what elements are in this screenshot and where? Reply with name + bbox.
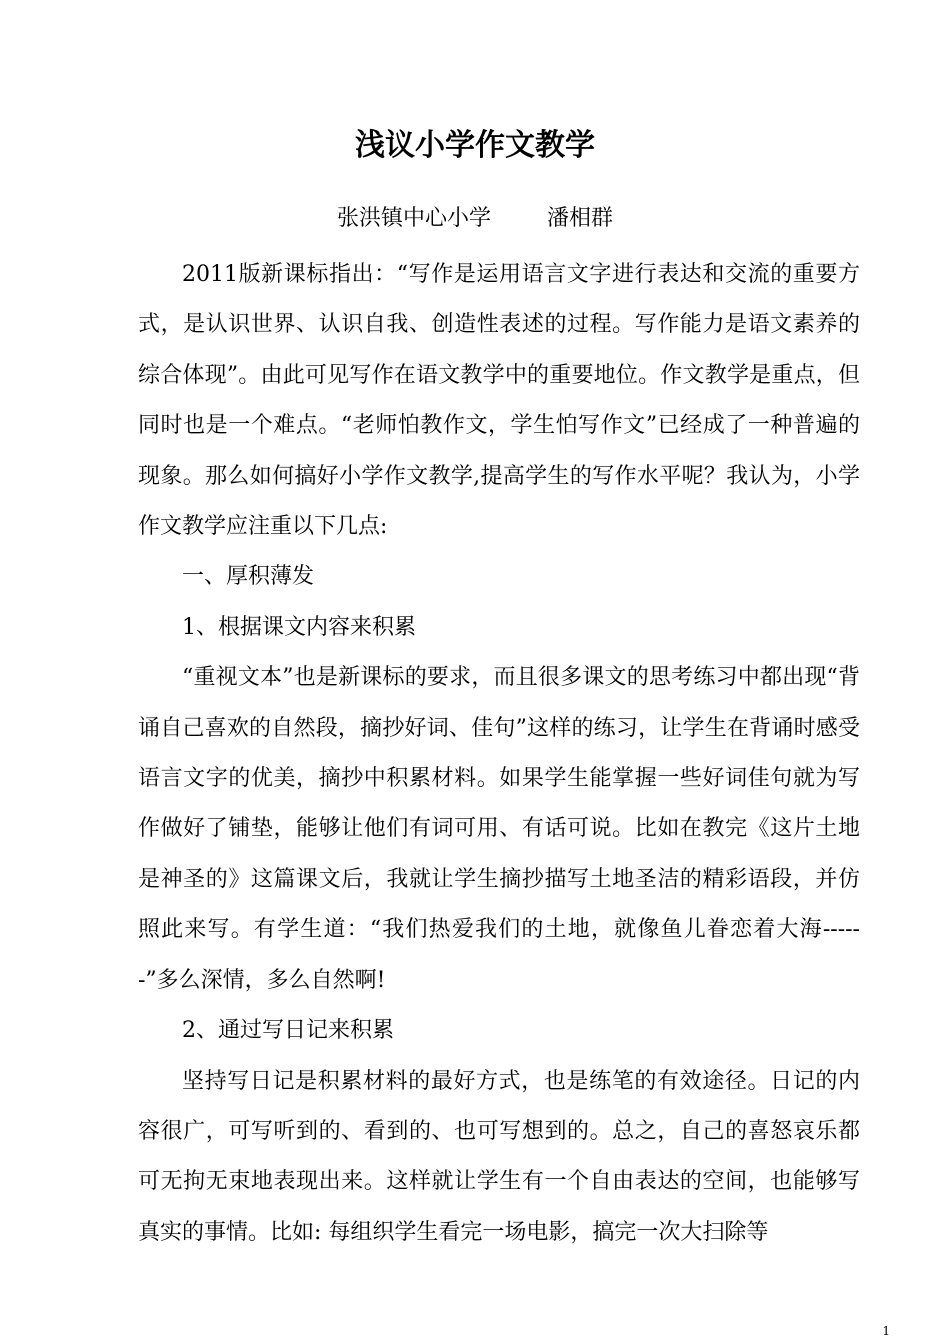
paragraph: “重视文本”也是新课标的要求，而且很多课文的思考练习中都出现“背诵自己喜欢的自然段，摘抄好词、佳句”这样的练习，让学生在背诵时感受语言文字的优美，摘抄中积累材料。如果学生能掌握一些好词佳句就为写作做好了铺垫，能够让他们有词可用、有话可说。比如在教完《这片土地是神圣的》这篇课文后，我就让学生摘抄描写土地圣洁的精彩语段，并仿照此来写。有学生道：“我们热爱我们的土地，就像鱼儿眷恋着大海------”多么深情，多么自然啊! bbox=[138, 665, 860, 993]
section-heading: 一、厚积薄发 bbox=[182, 564, 315, 590]
page-number: 1 bbox=[882, 1324, 890, 1338]
author-line bbox=[0, 203, 950, 235]
paragraph: 坚持写日记是积累材料的最好方式，也是练笔的有效途径。日记的内容很广，可写听到的、看到的、也可写想到的。总之，自己的喜怒哀乐都可无拘无束地表现出来。这样就让学生有一个自由表达的空间，也能够写真实的事情。比如: 每组织学生看完一场电影，搞完一次大扫除等 bbox=[138, 1068, 860, 1245]
paragraph-intro: 2011版新课标指出：“写作是运用语言文字进行表达和交流的重要方式，是认识世界、认识自我、创造性表述的过程。写作能力是语文素养的综合体现”。由此可见写作在语文教学中的重要地位。作文教学是重点，但同时也是一个难点。“老师怕教作文，学生怕写作文”已经成了一种普遍的现象。那么如何搞好小学作文教学,提高学生的写作水平呢？我认为，小学作文教学应注重以下几点: bbox=[138, 262, 860, 540]
author-school: 张洪镇中心小学 bbox=[336, 206, 491, 231]
author-name: 潘相群 bbox=[547, 206, 614, 231]
document-title: 浅议小学作文教学 bbox=[355, 128, 595, 163]
subsection-heading: 2、通过写日记来积累 bbox=[182, 1018, 394, 1044]
document-body bbox=[138, 250, 860, 1258]
subsection-heading: 1、根据课文内容来积累 bbox=[182, 614, 416, 640]
